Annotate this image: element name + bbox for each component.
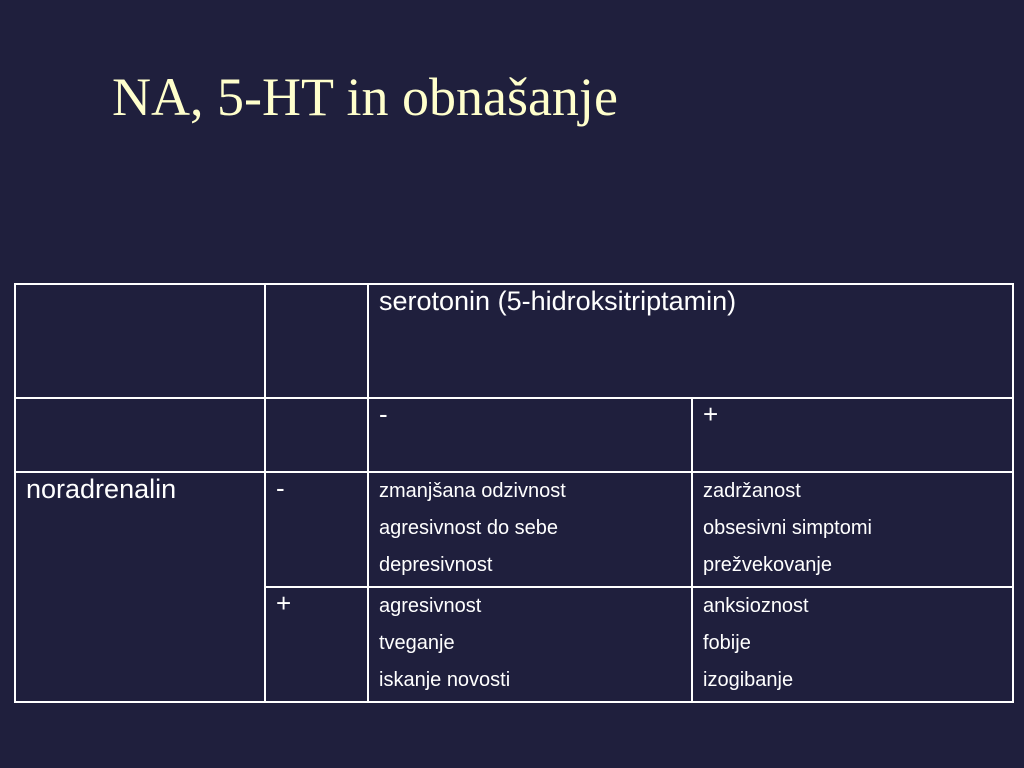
- cell-na-minus-ht-minus: [368, 472, 692, 587]
- empty-cell: [15, 284, 265, 398]
- cell-line: agresivnost do sebe: [379, 517, 559, 539]
- cell-line: iskanje novosti: [379, 669, 511, 691]
- cell-line: depresivnost: [379, 554, 493, 576]
- cell-line: fobije: [703, 632, 751, 654]
- cell-line: izogibanje: [703, 669, 794, 691]
- behavior-table: [14, 283, 1014, 703]
- cell-na-minus-ht-plus: [692, 472, 1013, 587]
- empty-cell: [15, 398, 265, 472]
- cell-line: agresivnost: [379, 595, 482, 617]
- cell-line: zmanjšana odzivnost: [379, 480, 566, 502]
- cell-line: tveganje: [379, 632, 455, 654]
- cell-line: zadržanost: [703, 480, 801, 502]
- cell-line: prežvekovanje: [703, 554, 832, 576]
- noradrenalin-minus-label: -: [265, 472, 368, 587]
- noradrenalin-plus-label: +: [265, 587, 368, 702]
- cell-na-plus-ht-minus: [368, 587, 692, 702]
- slide-title: NA, 5-HT in obnašanje: [112, 67, 618, 127]
- cell-na-plus-ht-plus: [692, 587, 1013, 702]
- cell-line: anksioznost: [703, 595, 809, 617]
- noradrenalin-label: noradrenalin: [15, 472, 265, 702]
- serotonin-minus-header: -: [368, 398, 692, 472]
- table-row: [15, 472, 1013, 587]
- serotonin-header: serotonin (5-hidroksitriptamin): [368, 284, 1013, 398]
- cell-line: obsesivni simptomi: [703, 517, 872, 539]
- empty-cell: [265, 284, 368, 398]
- table-row: [15, 284, 1013, 398]
- serotonin-plus-header: +: [692, 398, 1013, 472]
- empty-cell: [265, 398, 368, 472]
- table-row: [15, 398, 1013, 472]
